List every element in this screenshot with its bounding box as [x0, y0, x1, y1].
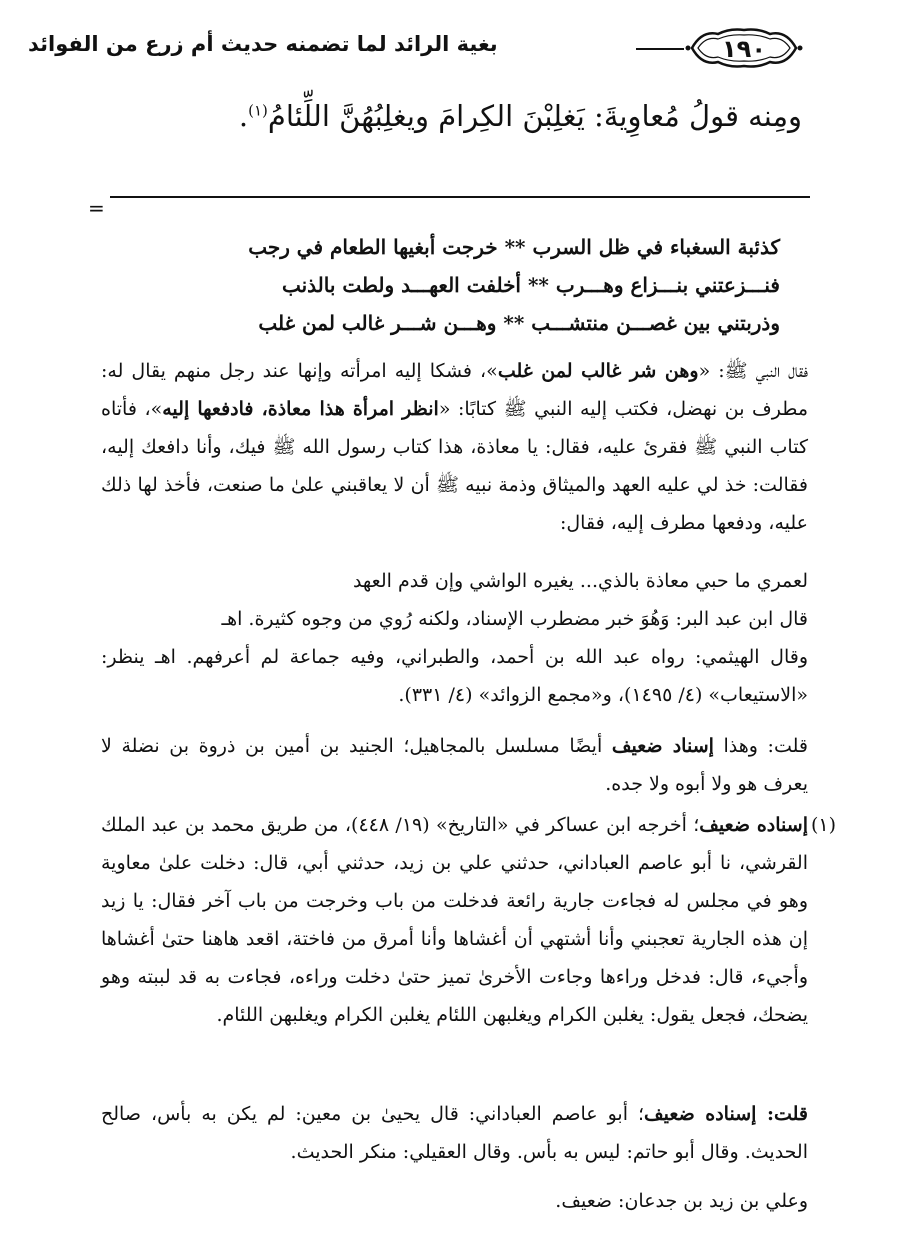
- footnote-1-last-line: وعلي بن زيد بن جدعان: ضعيف.: [555, 1190, 808, 1212]
- footnote-continuation-mark: =: [88, 196, 105, 220]
- footnote-verse: لعمري ما حبي معاذة بالذي... يغيره الواشي وإن قدم العهد: [352, 570, 808, 592]
- footnote-1: [101, 806, 836, 1034]
- text-run: ؛ أخرجه ابن عساكر في «التاريخ» (١٩/ ٤٤٨)، من طريق محمد بن عبد الملك القرشي، نا أبو عاصم العباداني، حدثني علي بن زيد، حدثني أبي، قال: دخلت علىٰ معاوية وهو في مجلس له فجاءت جارية رائعة فدخلت من باب وخرجت من باب آخر فقال: يا زيد إن هذه الجارية تعجبني وأنا أشتهي أن أغشاها وأنا أمرق من فاختة، اقعد هاهنا حتىٰ أغشاها وأجيء، قال: فدخل وراءها وجاءت الأخرىٰ تميز حتىٰ دخلت وراءه، فجاءت به قد لببته وهو يضحك، فجعل يقول: يغلبن الكرام ويغلبهن اللئام يغلبن الكرام ويغلبهن اللئام.: [101, 814, 808, 1026]
- text-run: »، فأتاه كتاب النبي ﷺ فقرئ عليه، فقال: يا معاذة، هذا كتاب رسول الله ﷺ فيك، وأنا دافعك إليه، فقالت: خذ لي عليه العهد والميثاق وذمة نبيه ﷺ أن لا يعاقبني علىٰ ما صنعت، فأخذ لها ذلك عليه، ودفعها مطرف إليه، فقال:: [101, 398, 808, 534]
- text-run: أيضًا مسلسل بالمجاهيل؛ الجنيد بن أمين بن ذروة بن نضلة لا يعرف هو ولا أبوه ولا جده.: [101, 735, 808, 795]
- poem-line: فنـــزعتني بنـــزاع وهـــرب ** أخلفت العهـــد ولطت بالذنب: [281, 273, 780, 297]
- footnote-poem: [130, 228, 780, 342]
- poem-line: وذربتني بين غصـــن منتشـــب ** وهـــن شـــر غالب لمن غلب: [258, 311, 780, 335]
- bold-text-run: إسناده ضعيف: [699, 814, 808, 836]
- bold-text-run: انظر امرأة هذا معاذة، فادفعها إليه: [162, 398, 439, 420]
- main-sentence-end: .: [238, 99, 249, 133]
- text-run: ؛ أبو عاصم العباداني: قال يحيىٰ بن معين: لم يكن به بأس، صالح الحديث. وقال أبو حاتم: ليس به بأس. وقال العقيلي: منكر الحديث.: [101, 1103, 808, 1163]
- footnote-comment: [101, 727, 808, 803]
- footnote-number: (١): [810, 814, 836, 836]
- poem-line: كذئبة السغباء في ظل السرب ** خرجت أبغيها الطعام في رجب: [248, 235, 780, 259]
- footnote-ibn-abd-al-barr: قال ابن عبد البر: وَهُوَ خبر مضطرب الإسناد، ولكنه رُوي من وجوه كثيرة. اهـ: [221, 608, 808, 630]
- bold-text-run: إسناد ضعيف: [611, 735, 714, 757]
- footnote-1-comment: [101, 1095, 808, 1171]
- bold-text-run: قلت: إسناده ضعيف: [644, 1103, 808, 1125]
- footnote-paragraph-prophet: [101, 352, 808, 542]
- footnote-reference: (١): [248, 101, 268, 120]
- bold-text-run: وهن شر غالب لمن غلب: [497, 360, 699, 382]
- main-sentence: ومِنه قولُ مُعاوِيةَ: يَغلِبْنَ الكِرامَ ويغلِبُهُنَّ اللِّئامُ: [267, 99, 802, 133]
- main-text: [102, 94, 802, 138]
- page-number: ١٩٠: [722, 35, 766, 63]
- page-number-ornament: [684, 26, 804, 70]
- text-run: فقال النبي ﷺ: «: [698, 360, 809, 382]
- running-title: بغية الرائد لما تضمنه حديث أم زرع من الفوائد: [28, 32, 498, 56]
- footnote-separator: [110, 196, 810, 198]
- page-header: [28, 22, 804, 74]
- text-run: قلت: وهذا: [713, 735, 808, 757]
- footnote-haythami: وقال الهيثمي: رواه عبد الله بن أحمد، والطبراني، وفيه جماعة لم أعرفهم. اهـ ينظر: «الاستيعاب» (٤/ ١٤٩٥)، و«مجمع الزوائد» (٤/ ٣٣١).: [101, 646, 808, 706]
- text-run: »، فشكا إليه امرأته وإنها عند رجل منهم يقال له: مطرف بن نهضل، فكتب إليه النبي ﷺ كتابًا: «: [101, 360, 809, 420]
